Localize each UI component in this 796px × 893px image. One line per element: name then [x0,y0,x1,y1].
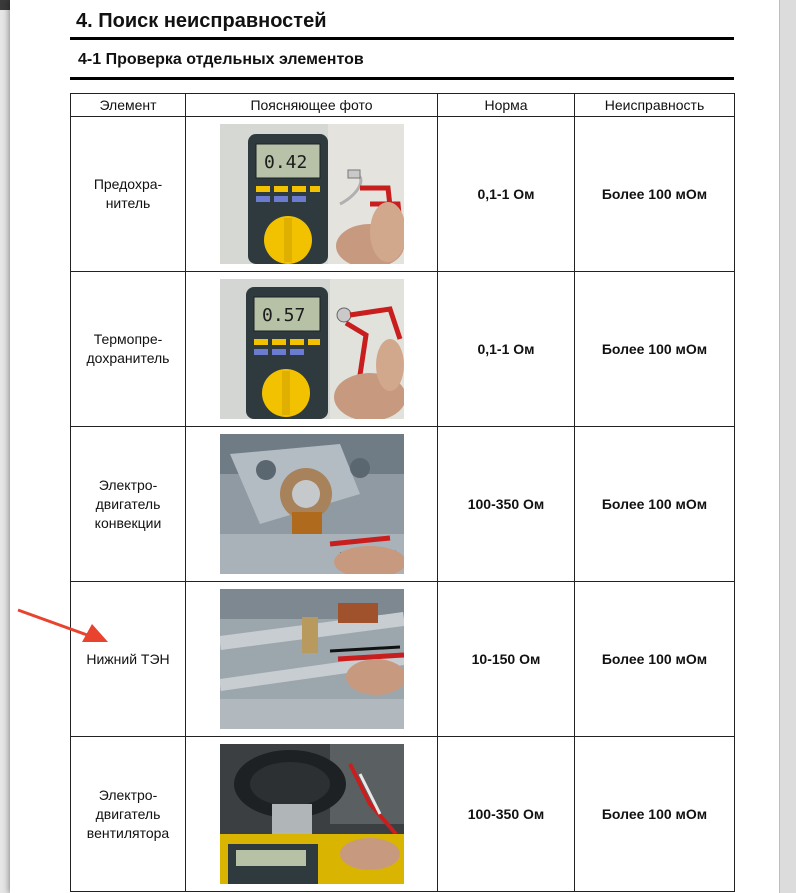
meter-reading: 0.57 [261,305,305,326]
photo-cell [186,272,438,427]
table-row [71,737,735,892]
norm-value: 0,1-1 Ом [438,117,575,272]
fault-value: Более 100 мОм [575,427,735,582]
element-name: Предохра- нитель [71,117,186,272]
fault-value: Более 100 мОм [575,272,735,427]
subsection-title: 4-1 Проверка отдельных элементов [78,51,364,68]
header-norm: Норма [438,94,575,117]
viewer-scroll-gutter[interactable] [779,0,796,893]
table-row [71,427,735,582]
norm-value: 100-350 Ом [438,737,575,892]
norm-value: 100-350 Ом [438,427,575,582]
fault-value: Более 100 мОм [575,582,735,737]
multimeter-fuse-photo [220,124,404,264]
norm-value: 10-150 Ом [438,582,575,737]
fan-motor-photo [220,744,404,884]
table-row [71,117,735,272]
norm-value: 0,1-1 Ом [438,272,575,427]
table-row [71,272,735,427]
table-header-row [71,94,735,117]
fault-value: Более 100 мОм [575,737,735,892]
header-fault: Неисправность [575,94,735,117]
section-title: 4. Поиск неисправностей [76,10,327,32]
element-name: Электро- двигатель вентилятора [71,737,186,892]
convection-motor-photo [220,434,404,574]
check-table [70,93,735,892]
element-name: Нижний ТЭН [71,582,186,737]
lower-heater-photo [220,589,404,729]
fault-value: Более 100 мОм [575,117,735,272]
element-name: Электро- двигатель конвекции [71,427,186,582]
viewer-left-margin [0,0,10,893]
photo-cell [186,737,438,892]
element-name: Термопре- дохранитель [71,272,186,427]
photo-cell [186,427,438,582]
header-photo: Поясняющее фото [186,94,438,117]
header-element: Элемент [71,94,186,117]
annotation-arrow-icon [12,604,112,648]
multimeter-thermal-fuse-photo [220,279,404,419]
photo-cell [186,117,438,272]
subsection-rule [70,77,734,80]
section-rule [70,37,734,40]
photo-cell [186,582,438,737]
table-row [71,582,735,737]
meter-reading: 0.42 [263,152,307,173]
